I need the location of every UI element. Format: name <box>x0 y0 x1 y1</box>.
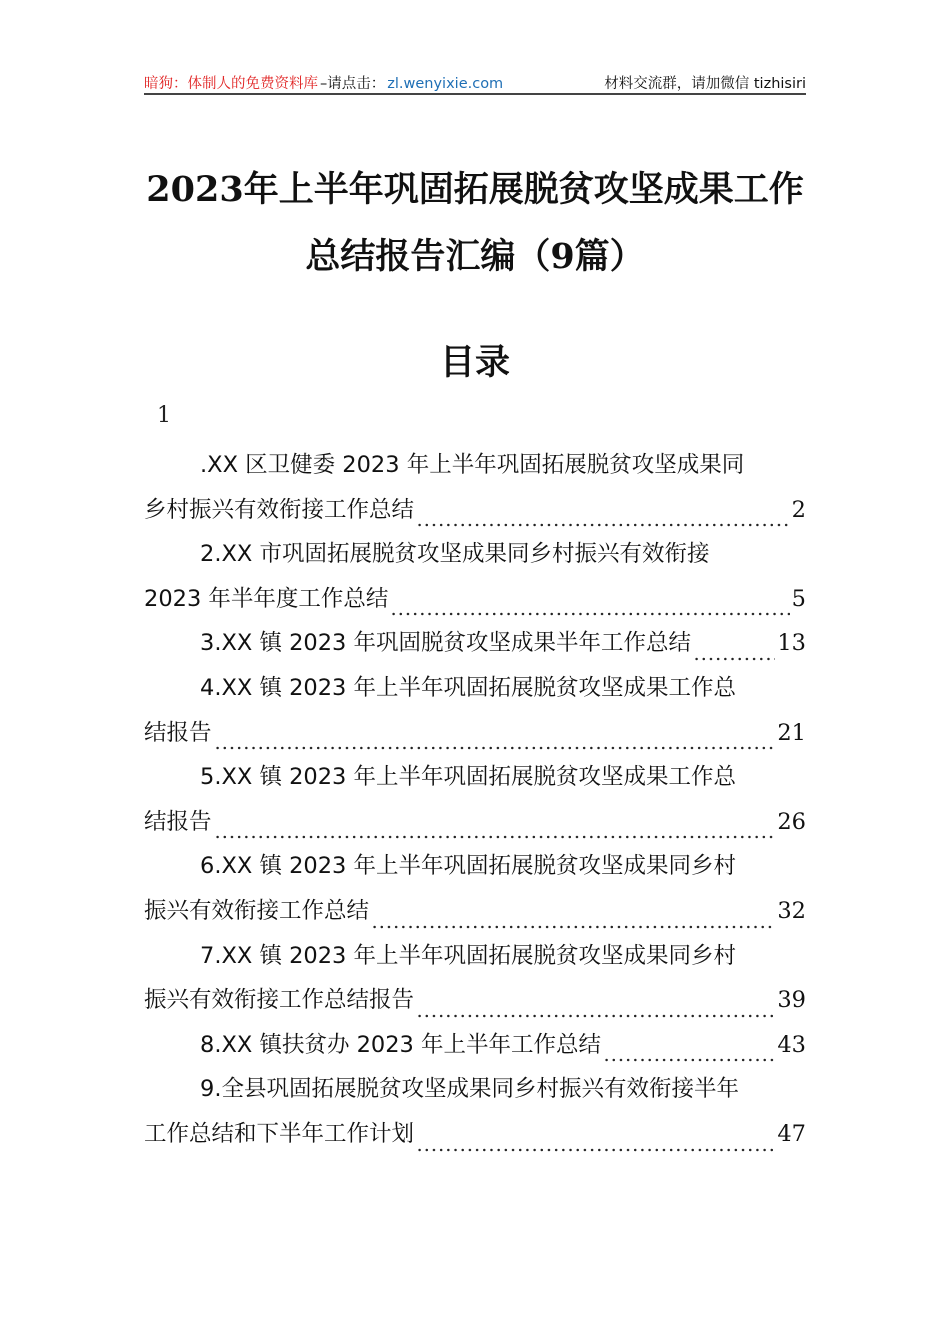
dot-leader <box>214 814 776 844</box>
toc-entry-1[interactable] <box>144 443 806 532</box>
toc-page-number: 47 <box>777 1120 806 1147</box>
dot-leader <box>371 904 775 934</box>
toc-entry-line <box>144 532 806 577</box>
toc-page-number: 26 <box>777 808 806 835</box>
toc-entry-2[interactable] <box>144 532 806 621</box>
toc-entry-title: 5.XX 镇 2023 年上半年巩固拓展脱贫攻坚成果工作总 <box>200 764 737 791</box>
toc-entry-line <box>144 755 806 800</box>
toc-heading: 目录 <box>439 342 510 383</box>
toc-entry-line <box>144 621 806 666</box>
toc-entry-title-cont: 结报告 <box>144 719 212 746</box>
toc-page-number: 13 <box>777 630 806 657</box>
dot-leader <box>416 502 790 532</box>
header-left <box>144 74 503 94</box>
toc-entry-title: 3.XX 镇 2023 年巩固脱贫攻坚成果半年工作总结 <box>200 630 692 657</box>
toc-entry-title: 9.全县巩固拓展脱贫攻坚成果同乡村振兴有效衔接半年 <box>200 1076 739 1103</box>
toc-entry-title-cont: 振兴有效衔接工作总结 <box>144 897 370 924</box>
toc-entry-line <box>144 1023 806 1068</box>
toc-entry-line <box>144 711 806 756</box>
toc-entry-line <box>144 577 806 622</box>
dot-leader <box>693 636 775 666</box>
toc-entry-line <box>144 1067 806 1112</box>
header-brand-text: 暗狗：体制人的免费资料库 <box>144 76 318 92</box>
toc-entry-title: .XX 区卫健委 2023 年上半年巩固拓展脱贫攻坚成果同 <box>200 452 745 478</box>
toc-entry-title: 7.XX 镇 2023 年上半年巩固拓展脱贫攻坚成果同乡村 <box>200 942 737 969</box>
header-website-link[interactable]: zl.wenyixie.com <box>387 76 504 92</box>
toc-entry-9[interactable] <box>144 1067 806 1156</box>
toc-entry-5[interactable] <box>144 755 806 844</box>
toc-entry-line <box>144 934 806 979</box>
toc-entry-6[interactable] <box>144 844 806 933</box>
toc-entry-line <box>144 889 806 934</box>
toc-entry-3[interactable] <box>144 621 806 666</box>
toc-page-number: 2 <box>791 496 806 523</box>
toc-entry-line <box>144 666 806 711</box>
toc-entry-title: 2.XX 市巩固拓展脱贫攻坚成果同乡村振兴有效衔接 <box>200 541 710 568</box>
toc-entry-title-cont: 工作总结和下半年工作计划 <box>144 1120 415 1147</box>
toc-entry-line <box>144 443 806 488</box>
toc-entry-line <box>144 488 806 533</box>
toc-entry-4[interactable] <box>144 666 806 755</box>
toc-page-number: 43 <box>777 1031 806 1058</box>
dot-leader <box>416 993 775 1023</box>
page-header-banner <box>144 70 806 94</box>
stray-list-number: 1 <box>157 403 171 428</box>
document-title-line-1: 2023年上半年巩固拓展脱贫攻坚成果工作 <box>146 169 804 210</box>
document-title-line-2: 总结报告汇编（9篇） <box>305 236 645 277</box>
toc-page-number: 21 <box>777 719 806 746</box>
toc-entry-8[interactable] <box>144 1023 806 1068</box>
toc-page-number: 5 <box>791 585 806 612</box>
toc-page-number: 32 <box>777 897 806 924</box>
dot-leader <box>603 1037 775 1067</box>
toc-entry-line <box>144 978 806 1023</box>
dot-leader <box>416 1127 775 1157</box>
toc-entry-title: 8.XX 镇扶贫办 2023 年上半年工作总结 <box>200 1031 602 1058</box>
toc-entry-title: 6.XX 镇 2023 年上半年巩固拓展脱贫攻坚成果同乡村 <box>200 853 737 880</box>
header-contact-text: 材料交流群，请加微信 tizhisiri <box>604 76 806 92</box>
table-of-contents <box>144 443 806 1157</box>
toc-entry-line <box>144 844 806 889</box>
toc-entry-line <box>144 800 806 845</box>
toc-entry-line <box>144 1112 806 1157</box>
toc-entry-title-cont: 乡村振兴有效衔接工作总结 <box>144 496 415 523</box>
toc-entry-title-cont: 结报告 <box>144 808 212 835</box>
dot-leader <box>390 591 789 621</box>
toc-entry-7[interactable] <box>144 934 806 1023</box>
header-prompt-text: –请点击： <box>320 76 386 92</box>
toc-page-number: 39 <box>777 987 806 1014</box>
toc-entry-title: 4.XX 镇 2023 年上半年巩固拓展脱贫攻坚成果工作总 <box>200 674 737 701</box>
header-divider <box>144 93 806 95</box>
dot-leader <box>214 725 776 755</box>
toc-entry-title-cont: 2023 年半年度工作总结 <box>144 585 389 612</box>
toc-entry-title-cont: 振兴有效衔接工作总结报告 <box>144 987 415 1014</box>
